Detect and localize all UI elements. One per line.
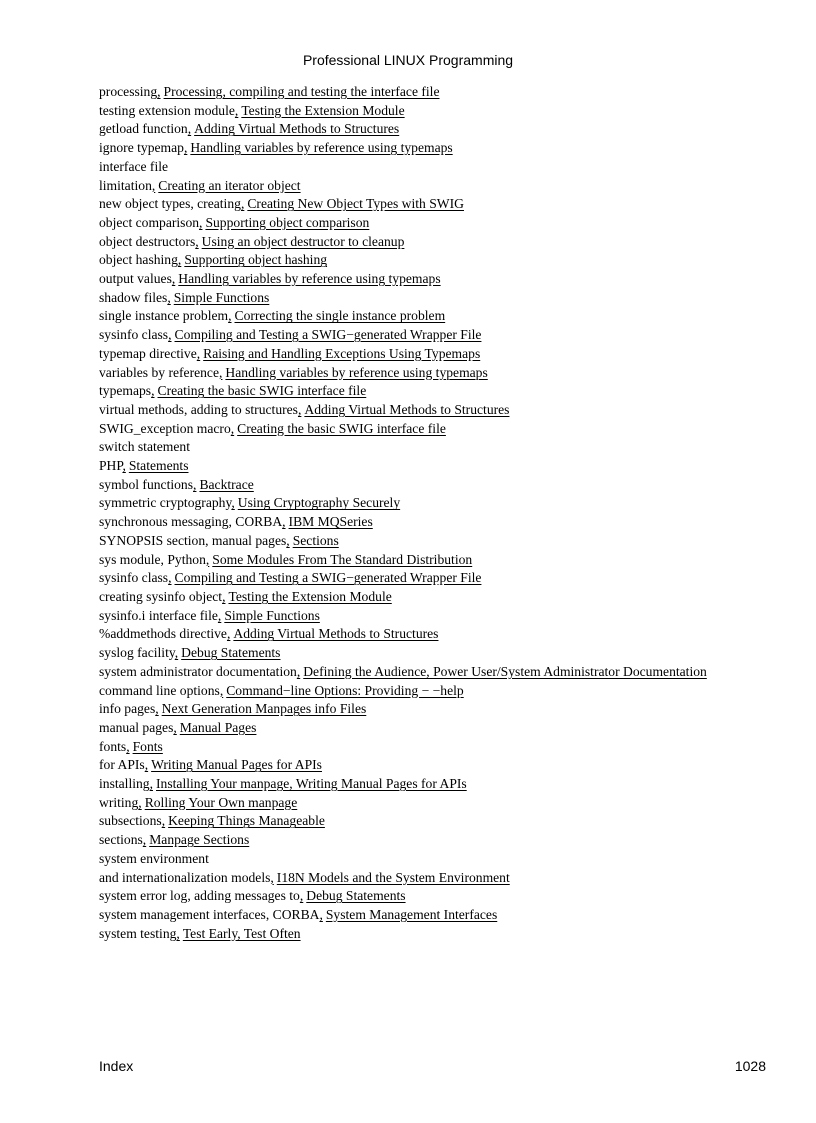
index-term: symmetric cryptography — [99, 495, 232, 511]
index-entry — [99, 588, 709, 607]
index-term: testing extension module — [99, 102, 235, 118]
index-entry — [99, 625, 709, 644]
index-entry — [99, 532, 709, 551]
index-term-separator: , — [151, 177, 156, 193]
index-entry — [99, 513, 709, 532]
index-term: %addmethods directive — [99, 626, 227, 642]
index-term-separator: , — [219, 364, 223, 380]
index-entry — [99, 326, 709, 345]
index-entry — [99, 569, 709, 588]
index-term-separator: , — [177, 252, 182, 268]
index-term: SYNOPSIS section, manual pages — [99, 532, 287, 548]
index-entry — [99, 457, 709, 476]
index-term: processing — [99, 84, 158, 99]
index-term-separator: , — [234, 102, 239, 118]
index-term: typemap directive — [99, 345, 197, 361]
index-reference-link[interactable]: Debug Statements — [181, 645, 281, 661]
index-term: system testing — [99, 925, 177, 941]
index-term-separator: , — [226, 626, 231, 642]
index-term-separator: , — [183, 140, 188, 156]
index-term-separator: , — [217, 607, 222, 623]
index-term-separator: , — [149, 776, 154, 792]
index-reference-link[interactable]: Keeping Things Manageable — [168, 813, 325, 829]
index-term-separator: , — [319, 906, 323, 922]
index-term-separator: , — [174, 645, 179, 661]
index-term-separator: , — [230, 420, 235, 436]
index-term: sys module, Python — [99, 551, 206, 567]
index-entry — [99, 663, 709, 682]
index-entry — [99, 177, 709, 196]
index-entry — [99, 476, 709, 495]
index-reference-link[interactable]: IBM MQSeries — [288, 514, 373, 530]
index-term: single instance problem — [99, 308, 229, 324]
index-entry — [99, 233, 709, 252]
index-term: switch statement — [99, 439, 190, 455]
index-term: variables by reference — [99, 364, 220, 380]
index-term-separator: , — [296, 663, 301, 679]
index-term-separator: , — [299, 888, 304, 904]
index-entry — [99, 775, 709, 794]
index-term: sysinfo class — [99, 570, 169, 586]
index-reference-link[interactable]: Test Early, Test Often — [182, 925, 301, 941]
index-entry — [99, 607, 709, 626]
index-term-separator: , — [195, 233, 199, 249]
index-term: synchronous messaging, CORBA — [99, 514, 283, 530]
index-term-separator: , — [199, 214, 203, 230]
index-entry — [99, 682, 709, 701]
index-entry — [99, 195, 709, 214]
index-entry — [99, 214, 709, 233]
index-reference-link[interactable]: Debug Statements — [306, 888, 406, 904]
index-reference-link[interactable]: Installing Your manpage, Writing Manual Pages for APIs — [156, 776, 467, 792]
index-term-separator: , — [151, 383, 155, 399]
index-term-separator: , — [193, 476, 197, 492]
index-reference-link[interactable]: Using an object destructor to cleanup — [201, 233, 405, 249]
index-term-separator: , — [231, 495, 235, 511]
index-term-separator: , — [176, 925, 180, 941]
index-reference-link[interactable]: I18N Models and the System Environment — [276, 869, 510, 885]
index-entry — [99, 719, 709, 738]
index-entry — [99, 906, 709, 925]
index-term-separator: , — [168, 570, 172, 586]
index-reference-link[interactable]: Manpage Sections — [149, 832, 250, 848]
index-entry — [99, 756, 709, 775]
index-reference-link[interactable]: Simple Functions — [224, 607, 320, 623]
index-reference-link[interactable]: Testing the Extension Module — [228, 588, 392, 604]
index-term-separator: , — [171, 271, 176, 287]
index-reference-link[interactable]: Handling variables by reference using typemaps — [178, 271, 441, 287]
index-reference-link[interactable]: Next Generation Manpages info Files — [161, 701, 367, 717]
index-entry — [99, 270, 709, 289]
index-term-separator: , — [219, 682, 224, 698]
index-term-separator: , — [228, 308, 232, 324]
index-reference-link[interactable]: Rolling Your Own manpage — [144, 794, 298, 810]
index-reference-link[interactable]: Creating an iterator object — [158, 177, 301, 193]
index-entry — [99, 812, 709, 831]
index-entry — [99, 551, 709, 570]
index-reference-link[interactable]: Creating the basic SWIG interface file — [157, 383, 367, 399]
index-term: creating sysinfo object — [99, 588, 223, 604]
index-entry — [99, 83, 709, 102]
index-term-separator: , — [270, 869, 274, 885]
page-header-title: Professional LINUX Programming — [302, 52, 514, 68]
index-term: sections — [99, 832, 143, 848]
index-entry — [99, 438, 709, 457]
index-entry — [99, 869, 709, 888]
index-reference-link[interactable]: Supporting object hashing — [184, 252, 328, 268]
index-reference-link[interactable]: Adding Virtual Methods to Structures — [194, 121, 400, 137]
index-term: ignore typemap — [99, 140, 184, 156]
index-term-separator: , — [173, 719, 177, 735]
index-reference-link[interactable]: Adding Virtual Methods to Structures — [304, 401, 510, 417]
index-reference-link[interactable]: Command−line Options: Providing − −help — [226, 682, 464, 698]
index-reference-link[interactable]: Processing, compiling and testing the interface file — [163, 84, 440, 99]
index-entry — [99, 364, 709, 383]
index-reference-link[interactable]: Creating the basic SWIG interface file — [237, 420, 446, 436]
index-reference-link[interactable]: Testing the Extension Module — [241, 102, 405, 118]
index-term: manual pages — [99, 719, 174, 735]
index-term: and internationalization models — [99, 869, 271, 885]
index-entry — [99, 794, 709, 813]
index-reference-link[interactable]: Correcting the single instance problem — [234, 308, 446, 324]
index-reference-link[interactable]: Supporting object comparison — [205, 214, 370, 230]
index-reference-link[interactable]: Writing Manual Pages for APIs — [151, 757, 322, 773]
index-term-separator: , — [138, 794, 142, 810]
index-term: object comparison — [99, 214, 200, 230]
index-term-separator: , — [297, 401, 302, 417]
index-reference-link[interactable]: Simple Functions — [173, 289, 270, 305]
index-term-separator: , — [168, 327, 172, 343]
index-term: fonts — [99, 738, 127, 754]
index-entry — [99, 120, 709, 139]
index-term-separator: , — [157, 84, 161, 99]
index-reference-link[interactable]: Raising and Handling Exceptions Using Typemaps — [203, 345, 481, 361]
index-entry — [99, 251, 709, 270]
footer-page-number: 1028 — [734, 1058, 766, 1074]
index-term: object hashing — [99, 252, 178, 268]
index-term: virtual methods, adding to structures — [99, 401, 298, 417]
index-reference-link[interactable]: Compiling and Testing a SWIG−generated Wrapper File — [174, 327, 482, 343]
index-reference-link[interactable]: Defining the Audience, Power User/System Administrator Documentation — [303, 663, 707, 679]
index-term-separator: , — [196, 345, 201, 361]
index-entry — [99, 307, 709, 326]
index-term: output values — [99, 271, 172, 287]
index-term: system error log, adding messages to — [99, 888, 300, 904]
index-entry — [99, 850, 709, 869]
index-term: system environment — [99, 850, 209, 866]
index-reference-link[interactable]: Compiling and Testing a SWIG−generated Wrapper File — [174, 570, 482, 586]
index-entry-list — [99, 83, 709, 943]
index-term: shadow files — [99, 289, 168, 305]
index-entry — [99, 887, 709, 906]
index-term-separator: , — [222, 588, 226, 604]
index-term: installing — [99, 776, 150, 792]
index-term-separator: , — [161, 813, 166, 829]
footer-section-label: Index — [99, 1058, 134, 1074]
index-term: SWIG_exception macro — [99, 420, 231, 436]
index-term: command line options — [99, 682, 220, 698]
index-term-separator: , — [126, 738, 130, 754]
index-term-separator: , — [155, 701, 159, 717]
index-entry — [99, 382, 709, 401]
index-term: interface file — [99, 158, 169, 174]
index-entry — [99, 831, 709, 850]
index-term: system management interfaces, CORBA — [99, 906, 320, 922]
index-term-separator: , — [205, 551, 210, 567]
index-term: symbol functions — [99, 476, 194, 492]
index-term: limitation — [99, 177, 152, 193]
index-entry — [99, 925, 709, 944]
index-reference-link[interactable]: Some Modules From The Standard Distribution — [212, 551, 473, 567]
index-entry — [99, 494, 709, 513]
index-term: PHP — [99, 458, 123, 474]
index-term: sysinfo.i interface file — [99, 607, 218, 623]
index-entry — [99, 158, 709, 177]
index-term: subsections — [99, 813, 162, 829]
index-entry — [99, 420, 709, 439]
index-reference-link[interactable]: Creating New Object Types with SWIG — [247, 196, 464, 212]
index-term-separator: , — [187, 121, 192, 137]
index-term-separator: , — [282, 514, 286, 530]
index-term: info pages — [99, 701, 156, 717]
index-reference-link[interactable]: Handling variables by reference using typemaps — [190, 140, 453, 156]
index-reference-link[interactable]: Sections — [292, 532, 339, 548]
index-term: new object types, creating — [99, 196, 241, 212]
index-reference-link[interactable]: Handling variables by reference using typemaps — [225, 364, 488, 380]
index-entry — [99, 644, 709, 663]
index-term: system administrator documentation — [99, 663, 297, 679]
index-reference-link[interactable]: Using Cryptography Securely — [237, 495, 401, 511]
index-term-separator: , — [167, 289, 171, 305]
index-entry — [99, 700, 709, 719]
index-term-separator: , — [122, 458, 126, 474]
index-entry — [99, 345, 709, 364]
index-term-separator: , — [142, 832, 147, 848]
index-reference-link[interactable]: System Management Interfaces — [325, 906, 498, 922]
index-reference-link[interactable]: Statements — [128, 458, 189, 474]
index-term: syslog facility — [99, 645, 175, 661]
index-term: typemaps — [99, 383, 152, 399]
index-entry — [99, 401, 709, 420]
index-reference-link[interactable]: Manual Pages — [179, 719, 257, 735]
index-term-separator: , — [144, 757, 149, 773]
index-reference-link[interactable]: Fonts — [132, 738, 163, 754]
index-term: writing — [99, 794, 139, 810]
index-term: getload function — [99, 121, 188, 137]
index-entry — [99, 738, 709, 757]
index-term: for APIs — [99, 757, 145, 773]
index-entry — [99, 102, 709, 121]
index-reference-link[interactable]: Backtrace — [199, 476, 254, 492]
index-entry — [99, 139, 709, 158]
index-term: object destructors — [99, 233, 196, 249]
index-entry — [99, 289, 709, 308]
index-term-separator: , — [240, 196, 245, 212]
index-term: sysinfo class — [99, 327, 169, 343]
index-reference-link[interactable]: Adding Virtual Methods to Structures — [233, 626, 439, 642]
index-term-separator: , — [286, 532, 290, 548]
